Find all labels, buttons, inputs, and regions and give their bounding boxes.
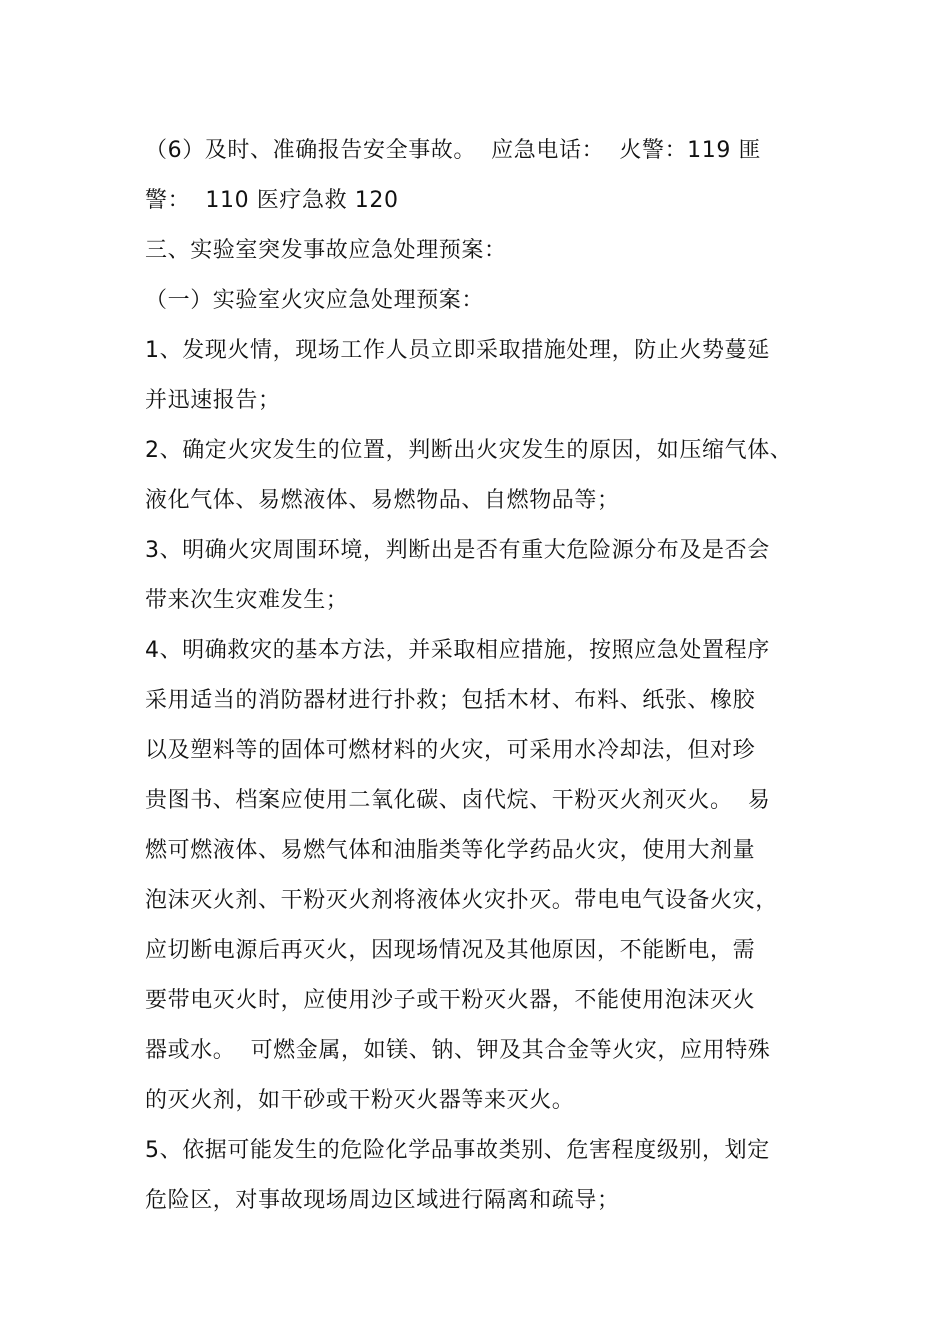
- text-line: （6）及时、准确报告安全事故。 应急电话： 火警：119 匪: [145, 138, 762, 163]
- text-line: 3、明确火灾周围环境，判断出是否有重大危险源分布及是否会: [145, 538, 770, 563]
- text-line: 2、确定火灾发生的位置，判断出火灾发生的原因，如压缩气体、: [145, 438, 793, 463]
- text-line: 1、发现火情，现场工作人员立即采取措施处理，防止火势蔓延: [145, 338, 770, 363]
- text-line: 危险区，对事故现场周边区域进行隔离和疏导；: [145, 1188, 620, 1213]
- text-line: 燃可燃液体、易燃气体和油脂类等化学药品火灾，使用大剂量: [145, 838, 756, 863]
- subsection-heading: （一）实验室火灾应急处理预案：: [145, 288, 485, 313]
- text-line: 贵图书、档案应使用二氧化碳、卤代烷、干粉灭火剂灭火。 易: [145, 788, 771, 813]
- text-line: 并迅速报告；: [145, 388, 281, 413]
- text-line: 液化气体、易燃液体、易燃物品、自燃物品等；: [145, 488, 620, 513]
- text-line: 泡沫灭火剂、干粉灭火剂将液体火灾扑灭。带电电气设备火灾，: [145, 888, 778, 913]
- text-line: 4、明确救灾的基本方法，并采取相应措施，按照应急处置程序: [145, 638, 770, 663]
- text-line: 5、依据可能发生的危险化学品事故类别、危害程度级别，划定: [145, 1138, 770, 1163]
- section-heading: 三、实验室突发事故应急处理预案：: [145, 238, 507, 263]
- text-line: 器或水。 可燃金属，如镁、钠、钾及其合金等火灾，应用特殊: [145, 1038, 771, 1063]
- text-line: 的灭火剂，如干砂或干粉灭火器等来灭火。: [145, 1088, 575, 1113]
- text-line: 应切断电源后再灭火，因现场情况及其他原因，不能断电，需: [145, 938, 756, 963]
- text-line: 采用适当的消防器材进行扑救；包括木材、布料、纸张、橡胶: [145, 688, 756, 713]
- text-line: 要带电灭火时，应使用沙子或干粉灭火器，不能使用泡沫灭火: [145, 988, 756, 1013]
- text-line: 以及塑料等的固体可燃材料的火灾，可采用水冷却法，但对珍: [145, 738, 756, 763]
- text-line: 带来次生灾难发生；: [145, 588, 349, 613]
- text-line: 警： 110 医疗急救 120: [145, 188, 399, 213]
